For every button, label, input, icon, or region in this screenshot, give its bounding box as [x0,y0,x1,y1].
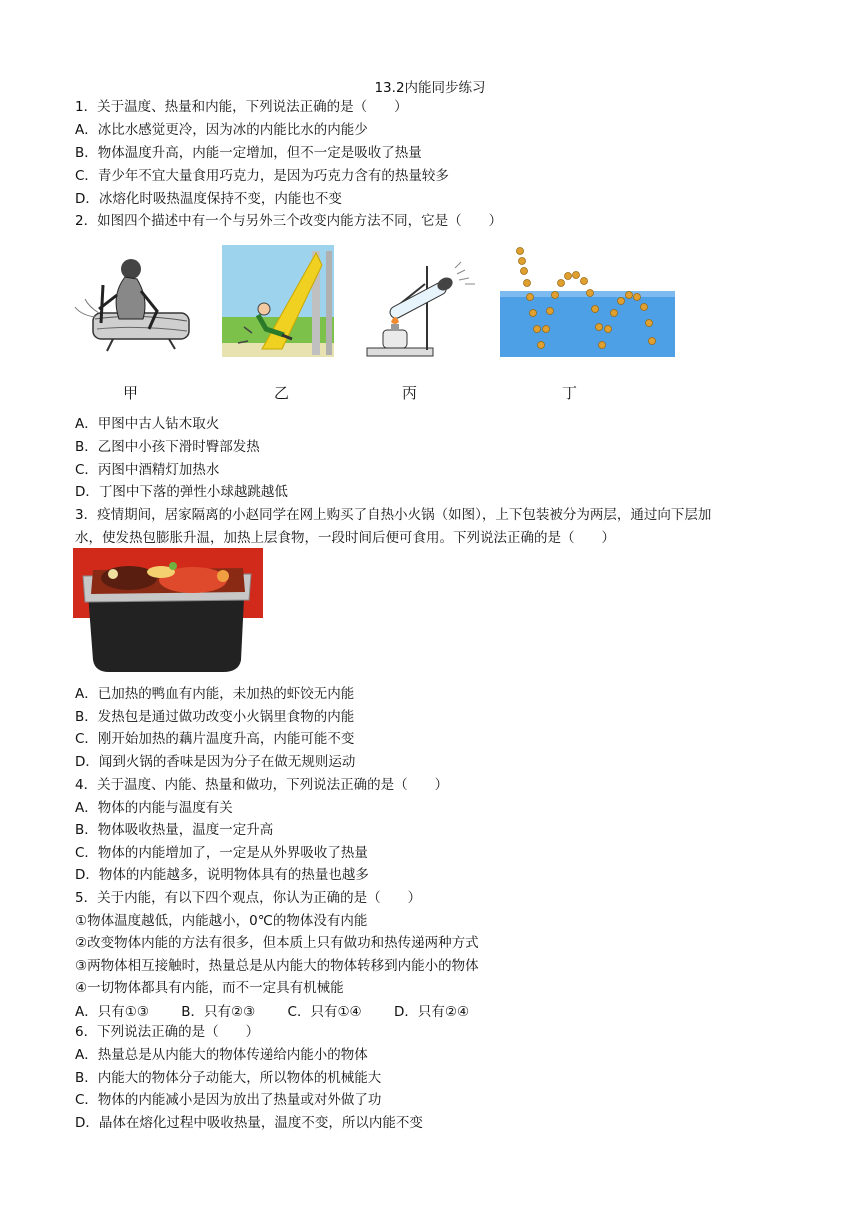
q3-stem-line1: 3．疫情期间，居家隔离的小赵同学在网上购买了自热小火锅（如图），上下包装被分为两层，通过向下层加 [75,507,712,523]
q6-option-b: B．内能大的物体分子动能大，所以物体的机械能大 [75,1070,382,1086]
q2-option-c: C．丙图中酒精灯加热水 [75,462,220,478]
q2-stem: 2．如图四个描述中有一个与另外三个改变内能方法不同，它是（ ） [75,213,503,229]
q4-option-a: A．物体的内能与温度有关 [75,800,233,816]
q3-option-a: A．已加热的鸭血有内能，未加热的虾饺无内能 [75,686,355,702]
q4-option-c: C．物体的内能增加了，一定是从外界吸收了热量 [75,845,368,861]
caption-ding: 丁 [562,384,578,402]
caption-jia: 甲 [123,384,139,402]
q3-stem-line2: 水，使发热包膨胀升温，加热上层食物，一段时间后便可食用。下列说法正确的是（ ） [75,530,615,546]
q6-stem: 6．下列说法正确的是（ ） [75,1024,260,1040]
q1-stem: 1．关于温度、热量和内能，下列说法正确的是（ ） [75,99,408,115]
q2-option-d: D．丁图中下落的弹性小球越跳越低 [75,484,288,500]
q5-statement-2: ②改变物体内能的方法有很多，但本质上只有做功和热传递两种方式 [75,935,479,951]
q2-option-a: A．甲图中古人钻木取火 [75,416,220,432]
q3-option-c: C．刚开始加热的藕片温度升高，内能可能不变 [75,731,355,747]
figure-self-heating-hotpot [73,548,263,676]
figure-drilling-wood [73,255,193,355]
q1-option-b: B．物体温度升高，内能一定增加，但不一定是吸收了热量 [75,145,422,161]
figure-slide [222,245,334,357]
q2-option-b: B．乙图中小孩下滑时臀部发热 [75,439,260,455]
q3-option-d: D．闻到火锅的香味是因为分子在做无规则运动 [75,754,356,770]
q1-option-d: D．冰熔化时吸热温度保持不变，内能也不变 [75,191,342,207]
figure-alcohol-lamp-heating [365,260,483,360]
q4-stem: 4．关于温度、内能、热量和做功，下列说法正确的是（ ） [75,777,449,793]
q5-option-a: A．只有①③ [75,1004,149,1020]
q4-option-d: D．物体的内能越多，说明物体具有的热量也越多 [75,867,369,883]
document-title: 13.2内能同步练习 [374,80,486,96]
q6-option-c: C．物体的内能减小是因为放出了热量或对外做了功 [75,1092,382,1108]
q5-statement-4: ④一切物体都具有内能，而不一定具有机械能 [75,980,344,996]
q5-statement-3: ③两物体相互接触时，热量总是从内能大的物体转移到内能小的物体 [75,958,479,974]
q5-option-d: D．只有②④ [393,1004,470,1020]
q3-option-b: B．发热包是通过做功改变小火锅里食物的内能 [75,709,355,725]
q5-option-b: B．只有②③ [181,1004,256,1020]
figure-bouncing-ball [500,245,675,357]
q6-option-d: D．晶体在熔化过程中吸收热量，温度不变，所以内能不变 [75,1115,423,1131]
q5-statement-1: ①物体温度越低，内能越小，0℃的物体没有内能 [75,913,368,929]
q1-option-a: A．冰比水感觉更冷，因为冰的内能比水的内能少 [75,122,368,138]
q5-options-row [75,1000,497,1020]
q5-option-c: C．只有①④ [287,1004,362,1020]
q1-option-c: C．青少年不宜大量食用巧克力，是因为巧克力含有的热量较多 [75,168,449,184]
q5-stem: 5．关于内能，有以下四个观点，你认为正确的是（ ） [75,890,422,906]
caption-bing: 丙 [402,384,418,402]
q6-option-a: A．热量总是从内能大的物体传递给内能小的物体 [75,1047,368,1063]
caption-yi: 乙 [274,384,290,402]
q4-option-b: B．物体吸收热量，温度一定升高 [75,822,274,838]
